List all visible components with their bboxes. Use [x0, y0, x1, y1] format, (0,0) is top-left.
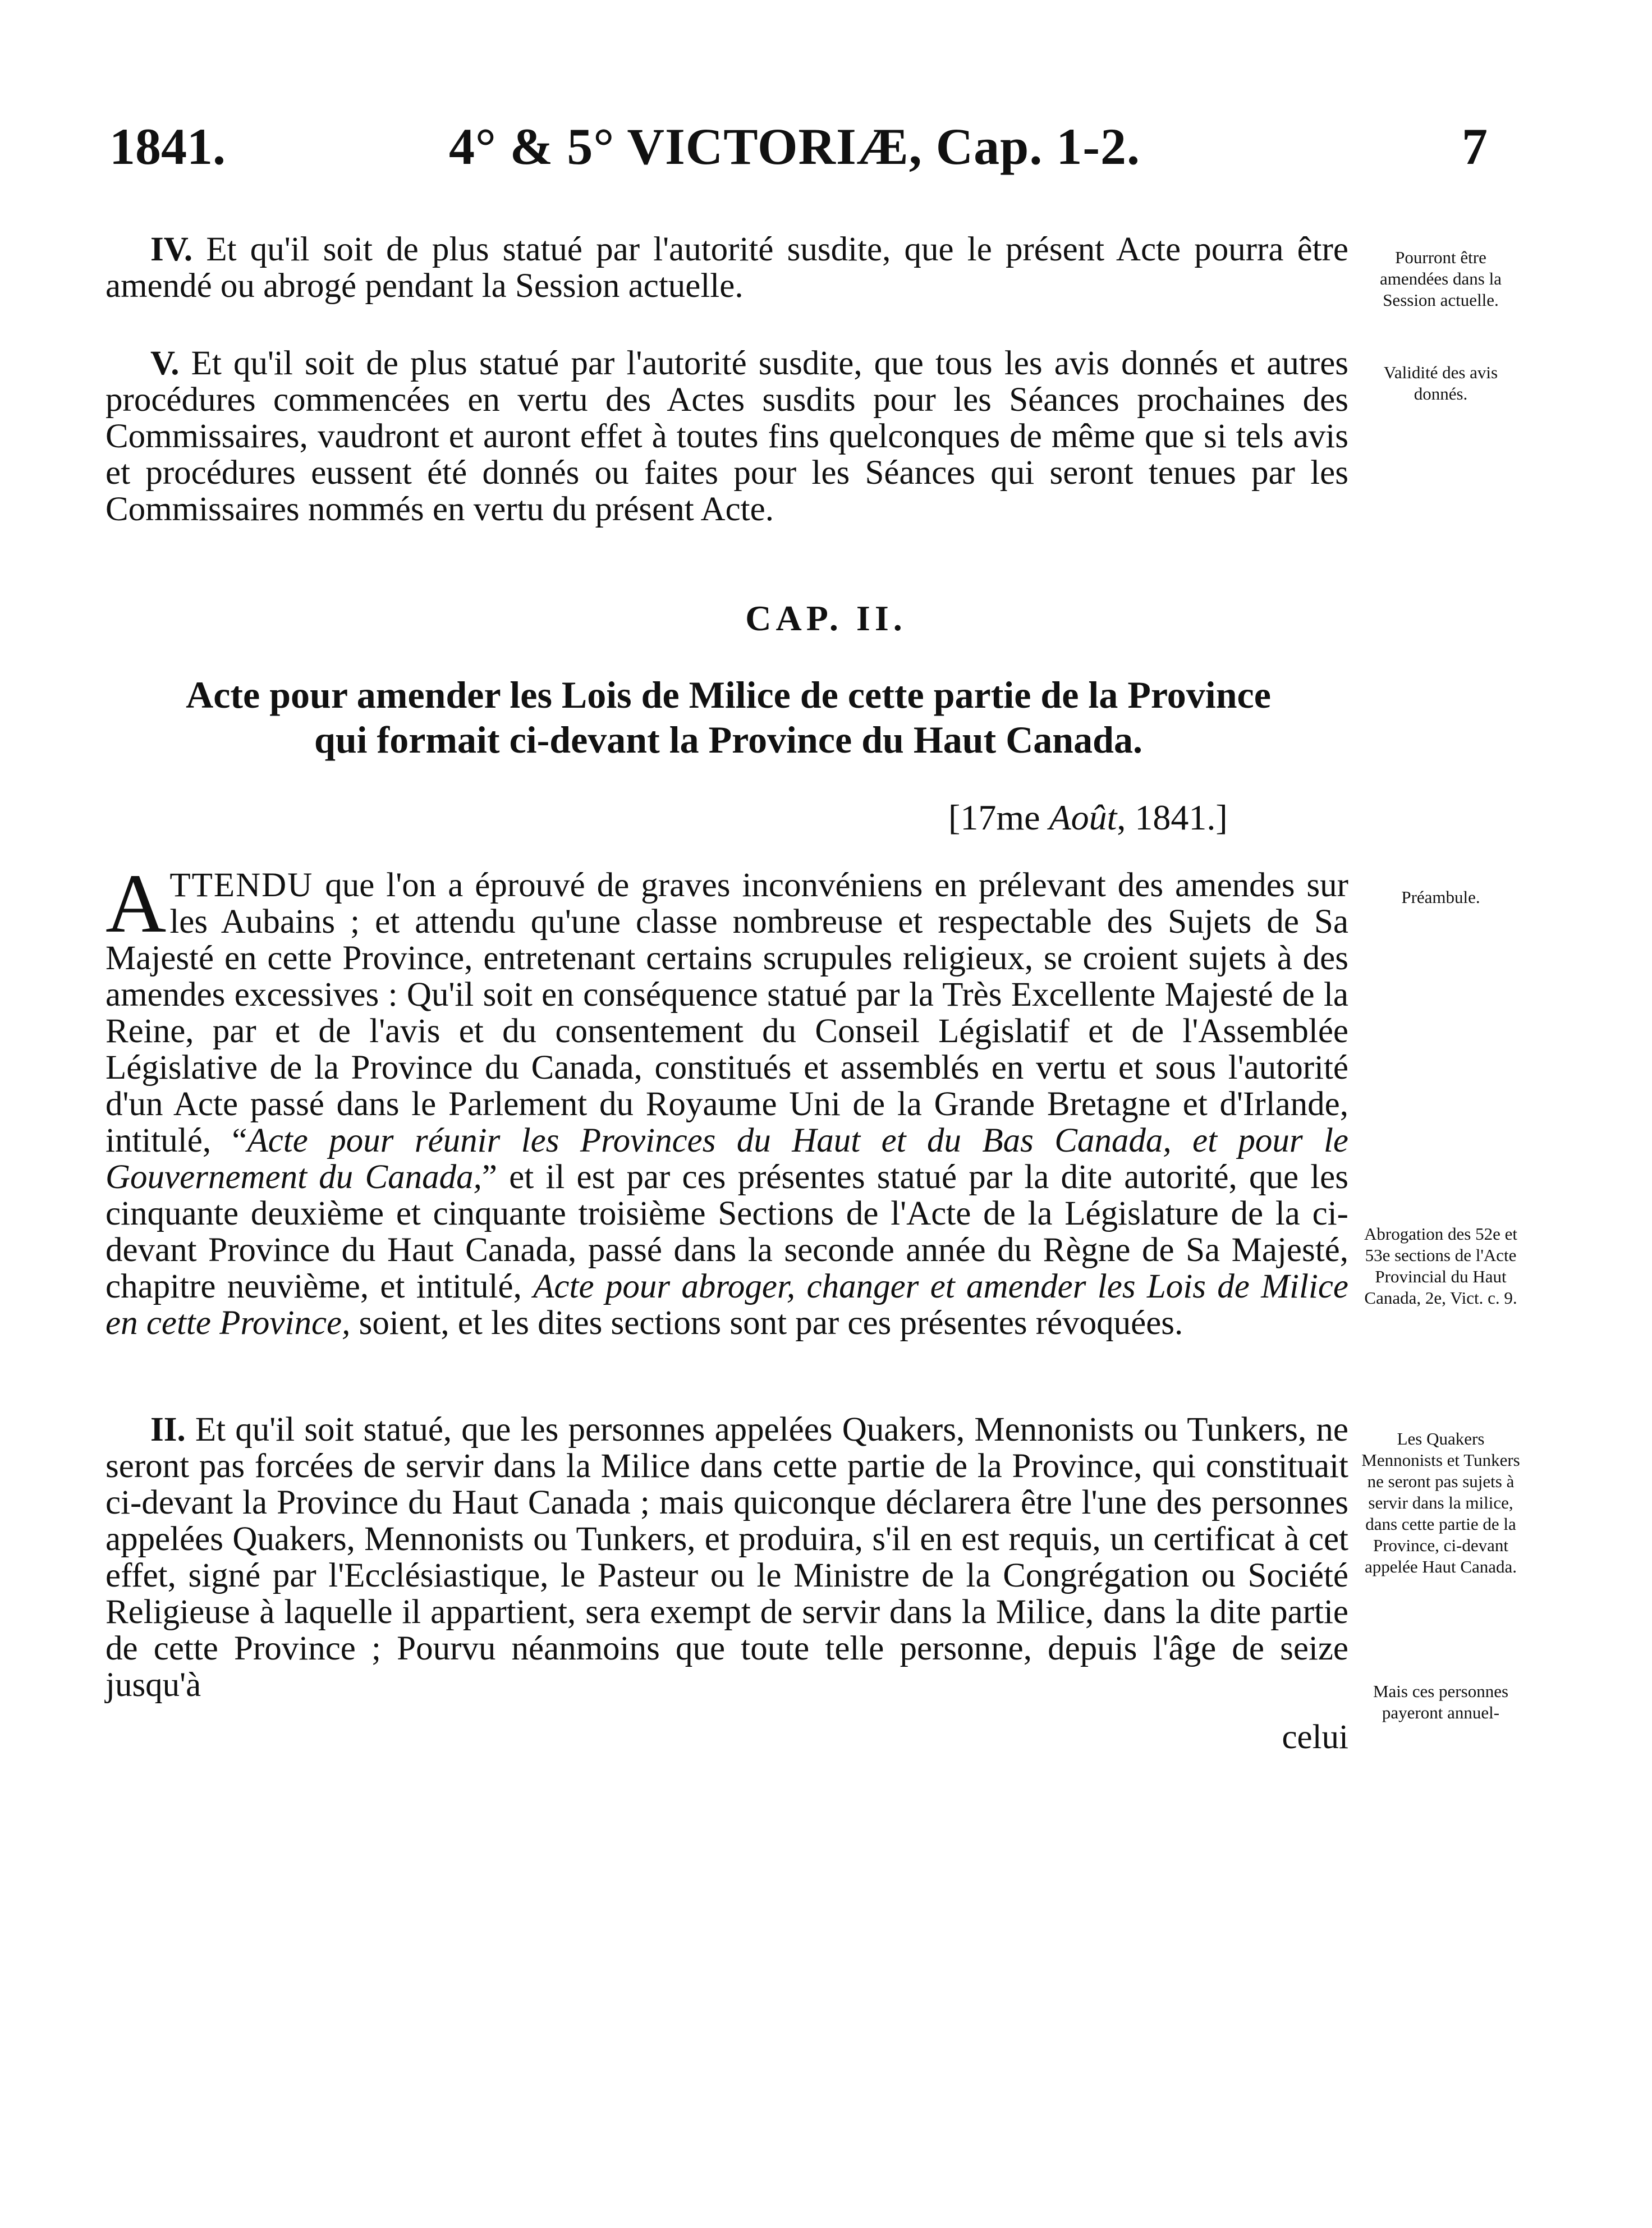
preamble-lead: TTENDU	[169, 867, 314, 904]
act-title-line-2: qui formait ci-devant la Province du Haut Canada.	[314, 718, 1142, 761]
section-v-paragraph	[105, 345, 1348, 528]
preamble-italic-title-2: Acte pour abroger, changer et amender les Lois de Milice en cette Province,	[105, 1268, 1349, 1342]
date-close: , 1841.]	[1117, 797, 1228, 837]
act-title	[105, 672, 1351, 762]
catchword: celui	[1282, 1718, 1348, 1756]
preamble-italic-title-1: Acte pour réunir les Provinces du Haut et du Bas Canada, et pour le Gouvernement du Canada,	[105, 1122, 1349, 1196]
act-title-line-1: Acte pour amender les Lois de Milice de cette partie de la Province	[186, 673, 1271, 716]
section-text: Et qu'il soit statué, que les personnes appelées Quakers, Mennonists ou Tunkers, ne seront pas forcées de servir dans la Milice dans cette partie de la Province, qui constituait ci-devant la Province du Haut Canada ; mais quiconque déclarera être l'une des personnes appelées Quakers, Mennonists ou Tunkers, et produira, s'il en est requis, un certificat à cet effet, signé par l'Ecclésiastique, le Pasteur ou le Ministre de la Congrégation ou Société Religieuse à laquelle il appartient, sera exempt de servir dans la Milice, dans la dite partie de cette Province ; Pourvu néanmoins que toute telle personne, depuis l'âge de seize jusqu'à	[105, 1411, 1349, 1704]
date-month: Août	[1049, 797, 1117, 837]
page-number: 7	[1462, 118, 1488, 175]
section-text: Et qu'il soit de plus statué par l'autorité susdite, que le présent Acte pourra être amendé ou abrogé pendant la Session actuelle.	[105, 231, 1348, 305]
margin-note-validity: Validité des avis donnés.	[1383, 363, 1498, 404]
preamble-text-2: ” et il est par ces présentes statué par la dite autorité, que les cinquante deuxième et cinquante troisième Sections de l'Acte de la Législature de la ci-devant Province du Haut Canada, passé dans la seconde année du Règne de Sa Majesté, chapitre neuvième, et intitulé,	[105, 1158, 1348, 1305]
section-number: II.	[150, 1411, 186, 1448]
margin-note-amendment: Pourront être amendées dans la Session actuelle.	[1380, 247, 1502, 310]
preamble-text-1: que l'on a éprouvé de graves inconvéniens en prélevant des amendes sur les Aubains ; et attendu qu'une classe nombreuse et respectable des Sujets de Sa Majesté en cette Province, entretenant certains scrupules religieux, se croient sujets à des amendes excessives : Qu'il soit en conséquence statué par la Très Excellente Majesté de la Reine, par et de l'avis et du consentement du Conseil Législatif et de l'Assemblée Législative de la Province du Canada, constitués et assemblés en vertu et sous l'autorité d'un Acte passé dans le Parlement du Royaume Uni de la Grande Bretagne et d'Irlande, intitulé, “	[105, 867, 1348, 1159]
section-number: IV.	[150, 231, 193, 268]
header-year: 1841.	[109, 118, 226, 175]
header-title: 4° & 5° VICTORIÆ, Cap. 1-2.	[449, 118, 1140, 175]
drop-cap: A	[105, 857, 167, 950]
margin-note-preamble: Préambule.	[1401, 887, 1480, 907]
section-text: Et qu'il soit de plus statué par l'autorité susdite, que tous les avis donnés et autres procédures commencées en vertu des Actes susdits pour les Séances prochaines des Commissaires, vaudront et auront effet à toutes fins quelconques de même que si tels avis et procédures eussent été donnés ou faites pour les Séances qui seront tenues par les Commissaires nommés en vertu du présent Acte.	[105, 345, 1349, 528]
chapter-heading: CAP. II.	[745, 598, 907, 638]
date-open: [17me	[948, 797, 1049, 837]
act-date	[948, 797, 1228, 838]
section-number: V.	[150, 345, 180, 382]
margin-note-abrogation: Abrogation des 52e et 53e sections de l'Acte Provincial du Haut Canada, 2e, Vict. c. 9.	[1364, 1224, 1517, 1308]
margin-note-payment: Mais ces personnes payeront annuel-	[1373, 1681, 1509, 1722]
preamble-text-3: soient, et les dites sections sont par ces présentes révoquées.	[350, 1304, 1183, 1342]
section-ii-paragraph	[105, 1411, 1348, 1703]
section-iv-paragraph	[105, 231, 1348, 304]
margin-note-quakers: Les Quakers Mennonists et Tunkers ne seront pas sujets à servir dans la milice, dans cette partie de la Province, ci-devant appelée Haut Canada.	[1361, 1429, 1520, 1576]
preamble-paragraph	[105, 857, 1349, 1342]
